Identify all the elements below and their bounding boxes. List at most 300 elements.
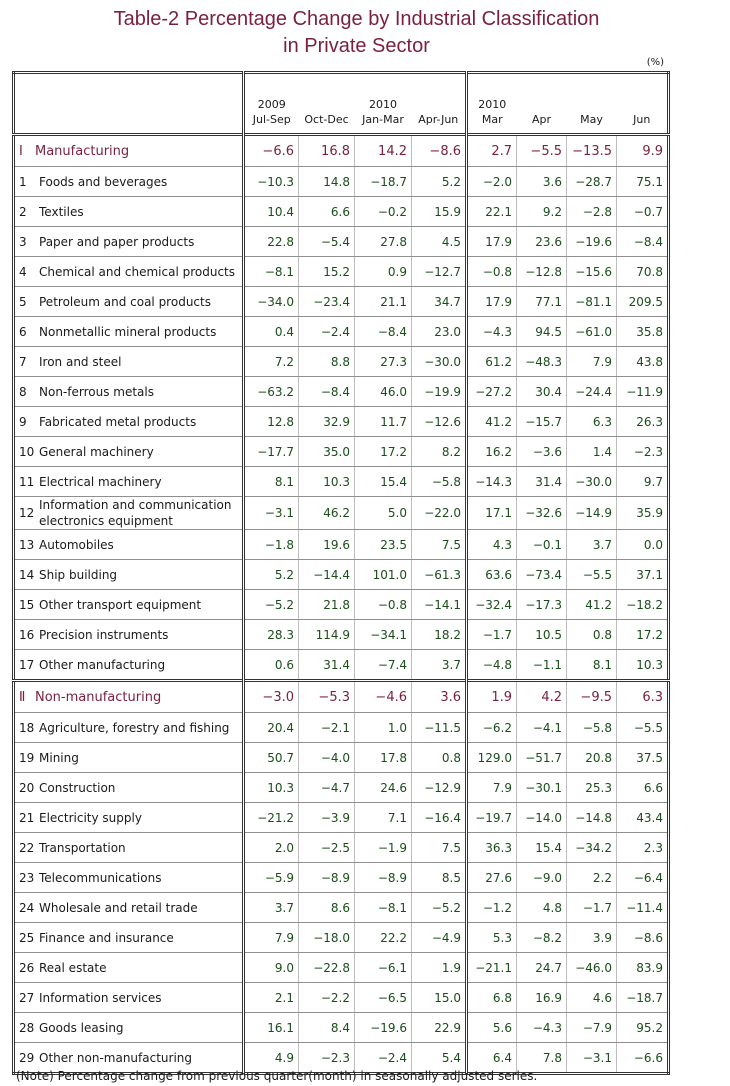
section-value-cell: 4.2 [517, 681, 567, 713]
value-cell: −16.4 [412, 803, 467, 833]
footnote: (Note) Percentage change from previous quarter(month) in seasonally adjusted series. [16, 1069, 538, 1083]
value-cell: 22.1 [467, 197, 517, 227]
value-cell: 26.3 [617, 407, 669, 437]
row-number: 4 [19, 264, 27, 279]
row-label [14, 893, 244, 923]
table-row [14, 590, 669, 620]
value-cell: −7.9 [567, 1013, 617, 1043]
value-cell: −8.2 [517, 923, 567, 953]
row-label [14, 437, 244, 467]
value-cell: 11.7 [355, 407, 412, 437]
row-label [14, 620, 244, 650]
value-cell: 46.0 [355, 377, 412, 407]
value-cell: −51.7 [517, 743, 567, 773]
row-label-text: Automobiles [39, 537, 114, 552]
table-row [14, 953, 669, 983]
value-cell: 4.8 [517, 893, 567, 923]
row-label-text: Electricity supply [39, 810, 142, 825]
value-cell: 22.9 [412, 1013, 467, 1043]
row-number: 3 [19, 234, 27, 249]
value-cell: −19.7 [467, 803, 517, 833]
row-number: 19 [19, 750, 35, 765]
value-cell: −8.6 [617, 923, 669, 953]
value-cell: −32.4 [467, 590, 517, 620]
table-row [14, 923, 669, 953]
value-cell: 6.3 [567, 407, 617, 437]
row-label [14, 530, 244, 560]
value-cell: 7.9 [467, 773, 517, 803]
value-cell: −12.6 [412, 407, 467, 437]
section-value-cell: −6.6 [244, 135, 299, 167]
table-row [14, 1013, 669, 1043]
row-number: 14 [19, 567, 35, 582]
row-label-text: Real estate [39, 960, 107, 975]
row-label [14, 497, 244, 530]
row-number: 11 [19, 474, 35, 489]
unit-label: (%) [646, 57, 664, 68]
value-cell: 31.4 [299, 650, 355, 681]
value-cell: −34.0 [244, 287, 299, 317]
row-label-text: Foods and beverages [39, 174, 168, 189]
row-label-text: Wholesale and retail trade [39, 900, 198, 915]
section-roman-numeral: Ⅱ [19, 689, 26, 705]
row-label-text: Information and communication [39, 498, 232, 512]
value-cell: −14.4 [299, 560, 355, 590]
value-cell: 4.3 [467, 530, 517, 560]
table-row [14, 713, 669, 743]
value-cell: 10.3 [617, 650, 669, 681]
section-row [14, 681, 669, 713]
value-cell: 24.6 [355, 773, 412, 803]
value-cell: 30.4 [517, 377, 567, 407]
section-value-cell: 2.7 [467, 135, 517, 167]
table-row [14, 287, 669, 317]
section-value-cell: −9.5 [567, 681, 617, 713]
row-number: 8 [19, 384, 27, 399]
value-cell: 35.8 [617, 317, 669, 347]
value-cell: −73.4 [517, 560, 567, 590]
value-cell: 10.3 [299, 467, 355, 497]
value-cell: −5.5 [617, 713, 669, 743]
value-cell: 7.5 [412, 530, 467, 560]
value-cell: 43.4 [617, 803, 669, 833]
percentage-change-table [12, 71, 670, 1075]
value-cell: 77.1 [517, 287, 567, 317]
value-cell: −8.1 [244, 257, 299, 287]
value-cell: −5.4 [299, 227, 355, 257]
value-cell: 3.7 [412, 650, 467, 681]
value-cell: −18.0 [299, 923, 355, 953]
value-cell: 7.5 [412, 833, 467, 863]
row-number: 24 [19, 900, 35, 915]
value-cell: −3.6 [517, 437, 567, 467]
value-cell: 41.2 [467, 407, 517, 437]
value-cell: 83.9 [617, 953, 669, 983]
value-cell: 6.6 [299, 197, 355, 227]
value-cell: −34.2 [567, 833, 617, 863]
value-cell: −24.4 [567, 377, 617, 407]
value-cell: 8.2 [412, 437, 467, 467]
value-cell: 0.8 [412, 743, 467, 773]
row-number: 17 [19, 657, 35, 672]
value-cell: −6.4 [617, 863, 669, 893]
value-cell: 19.6 [299, 530, 355, 560]
value-cell: −4.0 [299, 743, 355, 773]
value-cell: −0.1 [517, 530, 567, 560]
value-cell: −6.6 [617, 1043, 669, 1074]
row-number: 12 [19, 505, 35, 520]
row-label-text: Agriculture, forestry and fishing [39, 720, 230, 735]
table-body [14, 135, 669, 1074]
row-label-text: Information services [39, 990, 162, 1005]
table-row [14, 743, 669, 773]
value-cell: −15.6 [567, 257, 617, 287]
value-cell: −1.8 [244, 530, 299, 560]
row-label-text: Finance and insurance [39, 930, 174, 945]
value-cell: 22.2 [355, 923, 412, 953]
row-label [14, 923, 244, 953]
value-cell: 20.4 [244, 713, 299, 743]
table-title-line-2: in Private Sector [283, 35, 430, 57]
value-cell: −2.0 [467, 167, 517, 197]
value-cell: 7.9 [567, 347, 617, 377]
table-row [14, 317, 669, 347]
row-number: 9 [19, 414, 27, 429]
value-cell: −15.7 [517, 407, 567, 437]
section-value-cell: 6.3 [617, 681, 669, 713]
value-cell: −63.2 [244, 377, 299, 407]
table-row [14, 197, 669, 227]
value-cell: 34.7 [412, 287, 467, 317]
value-cell: −22.0 [412, 497, 467, 530]
value-cell: 9.0 [244, 953, 299, 983]
value-cell: −6.5 [355, 983, 412, 1013]
section-label [14, 135, 244, 167]
value-cell: −18.2 [617, 590, 669, 620]
value-cell: 61.2 [467, 347, 517, 377]
section-label [14, 681, 244, 713]
section-value-cell: −3.0 [244, 681, 299, 713]
row-label [14, 773, 244, 803]
value-cell: 7.1 [355, 803, 412, 833]
row-number: 22 [19, 840, 35, 855]
row-label-text-line-2: electronics equipment [39, 514, 173, 528]
section-value-cell: −5.3 [299, 681, 355, 713]
value-cell: −7.4 [355, 650, 412, 681]
table-row [14, 530, 669, 560]
value-cell: −21.1 [467, 953, 517, 983]
value-cell: 5.3 [467, 923, 517, 953]
value-cell: −19.6 [355, 1013, 412, 1043]
value-cell: 16.1 [244, 1013, 299, 1043]
value-cell: 8.6 [299, 893, 355, 923]
value-cell: 15.4 [355, 467, 412, 497]
value-cell: 114.9 [299, 620, 355, 650]
value-cell: −61.0 [567, 317, 617, 347]
section-value-cell: −8.6 [412, 135, 467, 167]
value-cell: 17.9 [467, 227, 517, 257]
value-cell: −17.3 [517, 590, 567, 620]
value-cell: −2.8 [567, 197, 617, 227]
value-cell: 3.6 [517, 167, 567, 197]
row-label-text: Telecommunications [39, 870, 162, 885]
value-cell: 8.1 [244, 467, 299, 497]
value-cell: −5.8 [567, 713, 617, 743]
row-label [14, 347, 244, 377]
value-cell: 5.4 [412, 1043, 467, 1074]
value-cell: 20.8 [567, 743, 617, 773]
value-cell: 0.4 [244, 317, 299, 347]
value-cell: −11.9 [617, 377, 669, 407]
table-row [14, 347, 669, 377]
table-title-line-1: Table-2 Percentage Change by Industrial Classification [113, 8, 600, 30]
value-cell: −3.1 [567, 1043, 617, 1074]
row-number: 13 [19, 537, 35, 552]
value-cell: 63.6 [467, 560, 517, 590]
value-cell: 15.4 [517, 833, 567, 863]
row-label-text: Nonmetallic mineral products [39, 324, 217, 339]
row-label-text: Other transport equipment [39, 597, 202, 612]
value-cell: −3.9 [299, 803, 355, 833]
value-cell: 3.7 [244, 893, 299, 923]
value-cell: −1.9 [355, 833, 412, 863]
value-cell: 0.0 [617, 530, 669, 560]
value-cell: −1.1 [517, 650, 567, 681]
value-cell: −28.7 [567, 167, 617, 197]
table-row [14, 650, 669, 681]
value-cell: −14.3 [467, 467, 517, 497]
table-row [14, 227, 669, 257]
row-number: 7 [19, 354, 27, 369]
value-cell: −10.3 [244, 167, 299, 197]
value-cell: −46.0 [567, 953, 617, 983]
section-value-cell: −5.5 [517, 135, 567, 167]
value-cell: −1.7 [467, 620, 517, 650]
value-cell: 1.0 [355, 713, 412, 743]
row-number: 25 [19, 930, 35, 945]
value-cell: 41.2 [567, 590, 617, 620]
header-row [14, 73, 669, 135]
value-cell: 0.9 [355, 257, 412, 287]
value-cell: −4.3 [467, 317, 517, 347]
value-cell: −5.2 [412, 893, 467, 923]
row-number: 1 [19, 174, 27, 189]
row-label [14, 983, 244, 1013]
value-cell: 10.5 [517, 620, 567, 650]
value-cell: 9.2 [517, 197, 567, 227]
section-roman-numeral: Ⅰ [19, 143, 23, 159]
value-cell: 6.6 [617, 773, 669, 803]
row-label [14, 467, 244, 497]
value-cell: −8.4 [299, 377, 355, 407]
table-row [14, 863, 669, 893]
value-cell: −2.3 [617, 437, 669, 467]
value-cell: −2.3 [299, 1043, 355, 1074]
row-number: 21 [19, 810, 35, 825]
row-label-text: Iron and steel [39, 354, 122, 369]
table-row [14, 377, 669, 407]
section-value-cell: −4.6 [355, 681, 412, 713]
value-cell: −4.7 [299, 773, 355, 803]
row-number: 15 [19, 597, 35, 612]
value-cell: −14.0 [517, 803, 567, 833]
section-value-cell: 1.9 [467, 681, 517, 713]
row-number: 2 [19, 204, 27, 219]
value-cell: 27.8 [355, 227, 412, 257]
value-cell: −1.7 [567, 893, 617, 923]
value-cell: −4.1 [517, 713, 567, 743]
row-label-text: Textiles [39, 204, 84, 219]
value-cell: 6.4 [467, 1043, 517, 1074]
header-cell: Oct-Dec [299, 73, 355, 135]
value-cell: 5.6 [467, 1013, 517, 1043]
value-cell: 14.8 [299, 167, 355, 197]
value-cell: −2.2 [299, 983, 355, 1013]
row-label [14, 833, 244, 863]
value-cell: −12.8 [517, 257, 567, 287]
value-cell: 46.2 [299, 497, 355, 530]
value-cell: 17.8 [355, 743, 412, 773]
table-row [14, 257, 669, 287]
row-label-text: Non-ferrous metals [39, 384, 154, 399]
value-cell: 75.1 [617, 167, 669, 197]
value-cell: −14.9 [567, 497, 617, 530]
value-cell: 7.2 [244, 347, 299, 377]
table-row [14, 893, 669, 923]
value-cell: 9.7 [617, 467, 669, 497]
row-label [14, 590, 244, 620]
value-cell: −2.4 [299, 317, 355, 347]
value-cell: 50.7 [244, 743, 299, 773]
value-cell: 10.3 [244, 773, 299, 803]
row-label-text: Other manufacturing [39, 657, 166, 672]
value-cell: 15.0 [412, 983, 467, 1013]
value-cell: −32.6 [517, 497, 567, 530]
value-cell: −0.8 [355, 590, 412, 620]
value-cell: 16.9 [517, 983, 567, 1013]
value-cell: −14.8 [567, 803, 617, 833]
header-cell: Jun [617, 73, 669, 135]
value-cell: −9.0 [517, 863, 567, 893]
row-label [14, 287, 244, 317]
value-cell: −12.7 [412, 257, 467, 287]
section-row [14, 135, 669, 167]
value-cell: 17.9 [467, 287, 517, 317]
value-cell: −17.7 [244, 437, 299, 467]
value-cell: 4.6 [567, 983, 617, 1013]
value-cell: −5.5 [567, 560, 617, 590]
header-cell: 2010 Jan-Mar [355, 73, 412, 135]
value-cell: 27.6 [467, 863, 517, 893]
value-cell: −27.2 [467, 377, 517, 407]
value-cell: −2.4 [355, 1043, 412, 1074]
value-cell: 22.8 [244, 227, 299, 257]
row-label [14, 560, 244, 590]
value-cell: −14.1 [412, 590, 467, 620]
row-label [14, 167, 244, 197]
value-cell: 21.1 [355, 287, 412, 317]
row-number: 29 [19, 1050, 35, 1065]
row-label-text: Goods leasing [39, 1020, 124, 1035]
value-cell: 5.0 [355, 497, 412, 530]
value-cell: 8.1 [567, 650, 617, 681]
value-cell: −0.2 [355, 197, 412, 227]
value-cell: 129.0 [467, 743, 517, 773]
row-label [14, 257, 244, 287]
value-cell: 209.5 [617, 287, 669, 317]
row-number: 26 [19, 960, 35, 975]
row-label [14, 743, 244, 773]
value-cell: 32.9 [299, 407, 355, 437]
value-cell: 2.0 [244, 833, 299, 863]
value-cell: 3.9 [567, 923, 617, 953]
value-cell: −81.1 [567, 287, 617, 317]
value-cell: −6.2 [467, 713, 517, 743]
value-cell: 23.6 [517, 227, 567, 257]
value-cell: 6.8 [467, 983, 517, 1013]
row-label [14, 803, 244, 833]
value-cell: 21.8 [299, 590, 355, 620]
value-cell: 95.2 [617, 1013, 669, 1043]
value-cell: −34.1 [355, 620, 412, 650]
value-cell: 15.9 [412, 197, 467, 227]
value-cell: −18.7 [355, 167, 412, 197]
value-cell: −8.9 [299, 863, 355, 893]
value-cell: −61.3 [412, 560, 467, 590]
value-cell: 8.8 [299, 347, 355, 377]
value-cell: −8.1 [355, 893, 412, 923]
value-cell: −5.2 [244, 590, 299, 620]
value-cell: −2.5 [299, 833, 355, 863]
value-cell: 7.9 [244, 923, 299, 953]
row-number: 16 [19, 627, 35, 642]
value-cell: −21.2 [244, 803, 299, 833]
value-cell: −0.7 [617, 197, 669, 227]
value-cell: 0.6 [244, 650, 299, 681]
header-cell: May [567, 73, 617, 135]
row-label [14, 953, 244, 983]
value-cell: 5.2 [244, 560, 299, 590]
row-label-text: Chemical and chemical products [39, 264, 235, 279]
row-label-text: Mining [39, 750, 79, 765]
header-cell: 2010 Mar [467, 73, 517, 135]
row-label-text: General machinery [39, 444, 154, 459]
row-number: 27 [19, 990, 35, 1005]
value-cell: 23.0 [412, 317, 467, 347]
value-cell: 31.4 [517, 467, 567, 497]
value-cell: −11.5 [412, 713, 467, 743]
row-number: 20 [19, 780, 35, 795]
value-cell: −30.1 [517, 773, 567, 803]
value-cell: −8.4 [355, 317, 412, 347]
value-cell: 24.7 [517, 953, 567, 983]
value-cell: −30.0 [567, 467, 617, 497]
value-cell: 7.8 [517, 1043, 567, 1074]
value-cell: −48.3 [517, 347, 567, 377]
row-label [14, 1013, 244, 1043]
value-cell: −2.1 [299, 713, 355, 743]
value-cell: −30.0 [412, 347, 467, 377]
value-cell: −18.7 [617, 983, 669, 1013]
section-value-cell: −13.5 [567, 135, 617, 167]
row-label [14, 650, 244, 681]
value-cell: 36.3 [467, 833, 517, 863]
value-cell: 37.5 [617, 743, 669, 773]
row-label [14, 197, 244, 227]
value-cell: 37.1 [617, 560, 669, 590]
value-cell: 16.2 [467, 437, 517, 467]
table-row [14, 407, 669, 437]
